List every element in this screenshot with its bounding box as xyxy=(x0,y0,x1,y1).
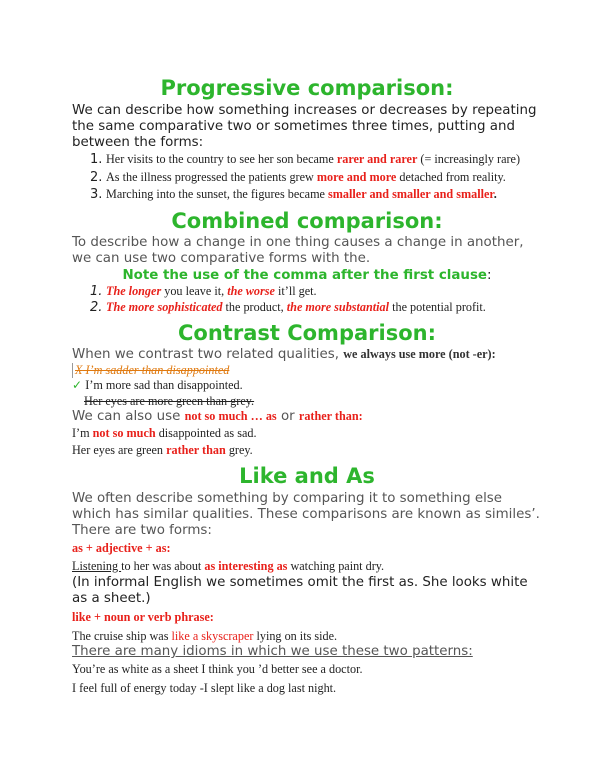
contrast-heading: Contrast Comparison: xyxy=(178,320,436,345)
combined-heading: Combined comparison: xyxy=(171,208,443,233)
idioms-heading: There are many idioms in which we use these two patterns: xyxy=(72,644,473,659)
list-item: 3. Marching into the sunset, the figures became smaller and smaller and smaller. xyxy=(90,187,497,202)
contrast-example-2: Her eyes are green rather than grey. xyxy=(72,442,253,457)
wrong-example: X I’m sadder than disappointed xyxy=(72,363,542,379)
likeas-intro: We often describe something by comparing it to something else which has similar qualities. These comparisons are known as similes’. There are two forms: xyxy=(72,491,540,538)
contrast-example: Her eyes are more green than grey. xyxy=(84,393,255,408)
check-icon: ✓ xyxy=(72,378,83,392)
form2-label: like + noun or verb phrase: xyxy=(72,610,214,624)
list-item: 1. Her visits to the country to see her son became rarer and rarer (= increasingly rare) xyxy=(90,152,521,167)
likeas-note: (In informal English we sometimes omit the first as. She looks white as a sheet.) xyxy=(72,575,528,606)
combined-intro: To describe how a change in one thing causes a change in another, we can use two comparative forms with the. xyxy=(72,234,524,266)
combined-list xyxy=(72,284,542,316)
also-line: We can also use not so much … as or rather than: xyxy=(72,409,363,424)
progressive-list xyxy=(72,152,542,203)
progressive-intro: We can describe how something increases or decreases by repeating the same comparative two or sometimes three times, putting and between the forms: xyxy=(72,103,537,150)
idiom-1: You’re as white as a sheet I think you ’d better see a doctor. xyxy=(72,662,363,676)
contrast-intro: When we contrast two related qualities, we always use more (not -er): xyxy=(72,346,496,362)
idiom-2: I feel full of energy today -I slept like a dog last night. xyxy=(72,680,337,695)
list-item: 2. As the illness progressed the patients grew more and more detached from reality. xyxy=(90,169,506,185)
likeas-example-2: The cruise ship was like a skyscraper lying on its side. xyxy=(72,628,338,643)
contrast-example-1: I’m not so much disappointed as sad. xyxy=(72,426,257,440)
form1-label: as + adjective + as: xyxy=(72,541,171,555)
likeas-heading: Like and As xyxy=(239,464,375,488)
document-page xyxy=(72,72,542,696)
progressive-heading: Progressive comparison: xyxy=(160,76,454,100)
list-item: 1. The longer you leave it, the worse it’ll get. xyxy=(90,283,317,299)
list-item: 2. The more sophisticated the product, the more substantial the potential profit. xyxy=(90,300,486,315)
right-example: ✓ I’m more sad than disappointed. xyxy=(72,378,243,392)
likeas-example-1: Listening to her was about as interesting as watching paint dry. xyxy=(72,558,385,573)
combined-note: Note the use of the comma after the first clause: xyxy=(122,267,492,283)
